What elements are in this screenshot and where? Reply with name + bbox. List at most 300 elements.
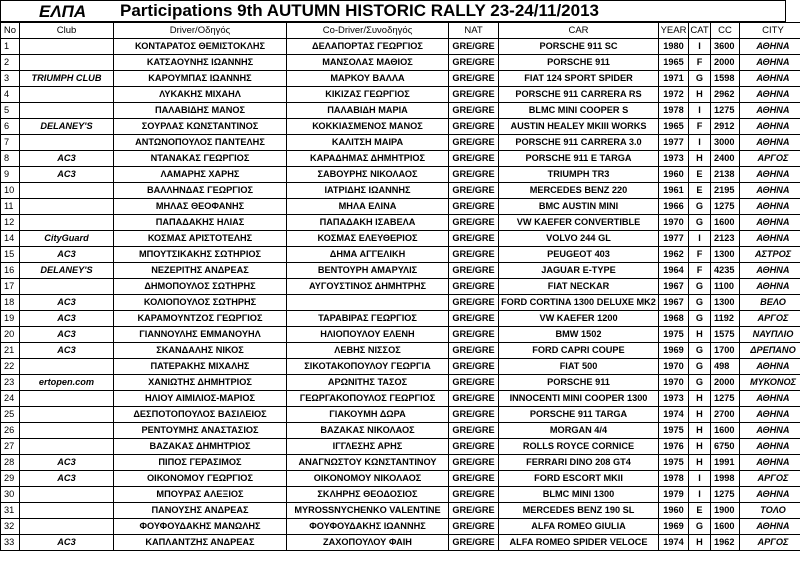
header-row <box>1 23 800 39</box>
table-row <box>1 103 800 119</box>
cell-club <box>20 135 114 151</box>
cell-cat: F <box>689 55 711 71</box>
cell-year: 1970 <box>659 359 689 375</box>
cell-cat: E <box>689 167 711 183</box>
cell-codriver: ΒΕΝΤΟΥΡΗ ΑΜΑΡΥΛΙΣ <box>287 263 449 279</box>
cell-no: 30 <box>1 487 20 503</box>
table-row <box>1 375 800 391</box>
cell-driver: ΚΑΡΑΜΟΥΝΤΖΟΣ ΓΕΩΡΓΙΟΣ <box>114 311 287 327</box>
cell-nat: GRE/GRE <box>449 455 499 471</box>
cell-car: VW KAEFER 1200 <box>499 311 659 327</box>
cell-nat: GRE/GRE <box>449 407 499 423</box>
cell-driver: ΜΠΟΥΡΑΣ ΑΛΕΞΙΟΣ <box>114 487 287 503</box>
cell-car: INNOCENTI MINI COOPER 1300 <box>499 391 659 407</box>
cell-car: PEUGEOT 403 <box>499 247 659 263</box>
cell-car: FERRARI DINO 208 GT4 <box>499 455 659 471</box>
cell-car: MERCEDES BENZ 190 SL <box>499 503 659 519</box>
cell-cc: 2138 <box>711 167 740 183</box>
cell-cat: E <box>689 503 711 519</box>
cell-cc: 1275 <box>711 103 740 119</box>
cell-city: ΑΡΓΟΣ <box>740 471 800 487</box>
cell-codriver: ΔΗΜΑ ΑΓΓΕΛΙΚΗ <box>287 247 449 263</box>
cell-cat: I <box>689 471 711 487</box>
cell-nat: GRE/GRE <box>449 71 499 87</box>
cell-codriver: ΑΝΑΓΝΩΣΤΟΥ ΚΩΝΣΤΑΝΤΙΝΟΥ <box>287 455 449 471</box>
cell-cc: 1991 <box>711 455 740 471</box>
cell-club <box>20 359 114 375</box>
cell-cc: 1962 <box>711 535 740 551</box>
table-row <box>1 455 800 471</box>
cell-club: AC3 <box>20 151 114 167</box>
cell-year: 1965 <box>659 55 689 71</box>
cell-no: 6 <box>1 119 20 135</box>
cell-driver: ΣΚΑΝΔΑΛΗΣ ΝΙΚΟΣ <box>114 343 287 359</box>
table-row <box>1 535 800 551</box>
cell-cc: 1275 <box>711 487 740 503</box>
cell-driver: ΡΕΝΤΟΥΜΗΣ ΑΝΑΣΤΑΣΙΟΣ <box>114 423 287 439</box>
table-row <box>1 423 800 439</box>
cell-no: 31 <box>1 503 20 519</box>
cell-cat: H <box>689 87 711 103</box>
cell-car: PORSCHE 911 CARRERA RS <box>499 87 659 103</box>
cell-year: 1967 <box>659 295 689 311</box>
cell-no: 1 <box>1 39 20 55</box>
col-city-header: CITY <box>740 23 800 39</box>
col-year-header: YEAR <box>659 23 689 39</box>
cell-city: ΝΑΥΠΛΙΟ <box>740 327 800 343</box>
cell-nat: GRE/GRE <box>449 215 499 231</box>
cell-driver: ΜΗΛΑΣ ΘΕΟΦΑΝΗΣ <box>114 199 287 215</box>
cell-year: 1973 <box>659 391 689 407</box>
cell-city: ΑΣΤΡΟΣ <box>740 247 800 263</box>
cell-cc: 2962 <box>711 87 740 103</box>
cell-year: 1960 <box>659 503 689 519</box>
cell-cc: 2700 <box>711 407 740 423</box>
cell-no: 11 <box>1 199 20 215</box>
cell-city: ΑΘΗΝΑ <box>740 423 800 439</box>
cell-cc: 3600 <box>711 39 740 55</box>
cell-no: 3 <box>1 71 20 87</box>
cell-nat: GRE/GRE <box>449 535 499 551</box>
table-row <box>1 263 800 279</box>
cell-year: 1960 <box>659 167 689 183</box>
cell-cc: 1598 <box>711 71 740 87</box>
cell-cat: E <box>689 183 711 199</box>
cell-driver: ΝΤΑΝΑΚΑΣ ΓΕΩΡΓΙΟΣ <box>114 151 287 167</box>
cell-club <box>20 215 114 231</box>
cell-car: JAGUAR E-TYPE <box>499 263 659 279</box>
cell-year: 1975 <box>659 455 689 471</box>
cell-city: ΑΘΗΝΑ <box>740 407 800 423</box>
cell-no: 29 <box>1 471 20 487</box>
cell-codriver: ΣΑΒΟΥΡΗΣ ΝΙΚΟΛΑΟΣ <box>287 167 449 183</box>
cell-year: 1966 <box>659 199 689 215</box>
cell-cat: I <box>689 231 711 247</box>
cell-codriver: ΜΗΛΑ ΕΛΙΝΑ <box>287 199 449 215</box>
cell-cc: 3000 <box>711 135 740 151</box>
cell-nat: GRE/GRE <box>449 359 499 375</box>
cell-nat: GRE/GRE <box>449 87 499 103</box>
cell-codriver: ΖΑΧΟΠΟΥΛΟΥ ΦΑΙΗ <box>287 535 449 551</box>
cell-codriver: ΚΙΚΙΖΑΣ ΓΕΩΡΓΙΟΣ <box>287 87 449 103</box>
cell-car: FORD CORTINA 1300 DELUXE MK2 <box>499 295 659 311</box>
cell-driver: ΒΑΖΑΚΑΣ ΔΗΜΗΤΡΙΟΣ <box>114 439 287 455</box>
cell-driver: ΚΑΡΟΥΜΠΑΣ ΙΩΑΝΝΗΣ <box>114 71 287 87</box>
cell-no: 26 <box>1 423 20 439</box>
cell-nat: GRE/GRE <box>449 183 499 199</box>
participants-table <box>0 22 800 551</box>
cell-city: ΑΘΗΝΑ <box>740 487 800 503</box>
cell-driver: ΛΥΚΑΚΗΣ ΜΙΧΑΗΛ <box>114 87 287 103</box>
cell-city: ΑΡΓΟΣ <box>740 311 800 327</box>
cell-cc: 6750 <box>711 439 740 455</box>
cell-year: 1975 <box>659 327 689 343</box>
cell-year: 1972 <box>659 87 689 103</box>
table-row <box>1 343 800 359</box>
cell-cat: F <box>689 247 711 263</box>
cell-codriver: ΚΑΛΙΤΣΗ ΜΑΙΡΑ <box>287 135 449 151</box>
cell-year: 1970 <box>659 215 689 231</box>
cell-driver: ΚΟΛΙΟΠΟΥΛΟΣ ΣΩΤΗΡΗΣ <box>114 295 287 311</box>
cell-driver: ΠΑΠΑΔΑΚΗΣ ΗΛΙΑΣ <box>114 215 287 231</box>
cell-driver: ΒΑΛΛΗΝΔΑΣ ΓΕΩΡΓΙΟΣ <box>114 183 287 199</box>
cell-codriver: MYROSSNYCHENKO VALENTINE <box>287 503 449 519</box>
cell-year: 1961 <box>659 183 689 199</box>
cell-club <box>20 279 114 295</box>
cell-nat: GRE/GRE <box>449 167 499 183</box>
cell-year: 1976 <box>659 439 689 455</box>
cell-car: PORSCHE 911 <box>499 375 659 391</box>
col-nat-header: NAT <box>449 23 499 39</box>
cell-city: ΑΘΗΝΑ <box>740 391 800 407</box>
cell-cat: H <box>689 327 711 343</box>
cell-cc: 1600 <box>711 215 740 231</box>
cell-year: 1975 <box>659 423 689 439</box>
cell-car: PORSCHE 911 TARGA <box>499 407 659 423</box>
cell-year: 1977 <box>659 135 689 151</box>
table-row <box>1 327 800 343</box>
cell-year: 1971 <box>659 71 689 87</box>
cell-no: 32 <box>1 519 20 535</box>
cell-car: VW KAEFER CONVERTIBLE <box>499 215 659 231</box>
cell-nat: GRE/GRE <box>449 487 499 503</box>
cell-no: 14 <box>1 231 20 247</box>
cell-car: ALFA ROMEO GIULIA <box>499 519 659 535</box>
cell-cat: G <box>689 215 711 231</box>
cell-nat: GRE/GRE <box>449 231 499 247</box>
cell-city: ΑΘΗΝΑ <box>740 135 800 151</box>
cell-nat: GRE/GRE <box>449 439 499 455</box>
cell-club <box>20 487 114 503</box>
cell-club: AC3 <box>20 247 114 263</box>
cell-cat: G <box>689 311 711 327</box>
cell-cc: 2195 <box>711 183 740 199</box>
cell-club <box>20 199 114 215</box>
cell-car: PORSCHE 911 <box>499 55 659 71</box>
cell-city: ΑΡΓΟΣ <box>740 535 800 551</box>
cell-car: BLMC MINI 1300 <box>499 487 659 503</box>
table-row <box>1 439 800 455</box>
page-title: Participations 9th AUTUMN HISTORIC RALLY 23-24/11/2013 <box>120 1 599 20</box>
cell-city: ΑΘΗΝΑ <box>740 439 800 455</box>
cell-year: 1977 <box>659 231 689 247</box>
cell-cat: H <box>689 439 711 455</box>
cell-nat: GRE/GRE <box>449 39 499 55</box>
cell-club: CityGuard <box>20 231 114 247</box>
cell-city: ΑΘΗΝΑ <box>740 199 800 215</box>
cell-car: PORSCHE 911 E TARGA <box>499 151 659 167</box>
cell-no: 23 <box>1 375 20 391</box>
cell-nat: GRE/GRE <box>449 55 499 71</box>
cell-driver: ΛΑΜΑΡΗΣ ΧΑΡΗΣ <box>114 167 287 183</box>
cell-driver: ΠΙΠΟΣ ΓΕΡΑΣΙΜΟΣ <box>114 455 287 471</box>
cell-codriver: ΠΑΛΑΒΙΔΗ ΜΑΡΙΑ <box>287 103 449 119</box>
cell-no: 22 <box>1 359 20 375</box>
cell-nat: GRE/GRE <box>449 375 499 391</box>
cell-car: MORGAN 4/4 <box>499 423 659 439</box>
cell-cat: F <box>689 119 711 135</box>
cell-nat: GRE/GRE <box>449 247 499 263</box>
table-row <box>1 215 800 231</box>
cell-club <box>20 391 114 407</box>
cell-car: AUSTIN HEALEY MKIII WORKS <box>499 119 659 135</box>
cell-cc: 1275 <box>711 391 740 407</box>
cell-club: DELANEY'S <box>20 119 114 135</box>
table-row <box>1 135 800 151</box>
cell-codriver: ΣΚΛΗΡΗΣ ΘΕΟΔΟΣΙΟΣ <box>287 487 449 503</box>
cell-year: 1974 <box>659 407 689 423</box>
cell-cc: 1300 <box>711 247 740 263</box>
cell-club: AC3 <box>20 471 114 487</box>
cell-driver: ΔΗΜΟΠΟΥΛΟΣ ΣΩΤΗΡΗΣ <box>114 279 287 295</box>
cell-driver: ΔΕΣΠΟΤΟΠΟΥΛΟΣ ΒΑΣΙΛΕΙΟΣ <box>114 407 287 423</box>
cell-club: AC3 <box>20 535 114 551</box>
cell-car: ALFA ROMEO SPIDER VELOCE <box>499 535 659 551</box>
cell-driver: ΑΝΤΩΝΟΠΟΥΛΟΣ ΠΑΝΤΕΛΗΣ <box>114 135 287 151</box>
cell-no: 21 <box>1 343 20 359</box>
cell-no: 28 <box>1 455 20 471</box>
table-row <box>1 487 800 503</box>
table-row <box>1 279 800 295</box>
table-row <box>1 519 800 535</box>
table-row <box>1 39 800 55</box>
cell-driver: ΓΙΑΝΝΟΥΛΗΣ ΕΜΜΑΝΟΥΗΛ <box>114 327 287 343</box>
cell-driver: ΠΑΤΕΡΑΚΗΣ ΜΙΧΑΛΗΣ <box>114 359 287 375</box>
cell-club: ertopen.com <box>20 375 114 391</box>
cell-city: ΑΘΗΝΑ <box>740 279 800 295</box>
cell-no: 2 <box>1 55 20 71</box>
cell-nat: GRE/GRE <box>449 327 499 343</box>
table-row <box>1 311 800 327</box>
cell-driver: ΣΟΥΡΛΑΣ ΚΩΝΣΤΑΝΤΙΝΟΣ <box>114 119 287 135</box>
cell-cat: H <box>689 407 711 423</box>
cell-cat: G <box>689 519 711 535</box>
cell-cc: 1100 <box>711 279 740 295</box>
cell-cc: 1900 <box>711 503 740 519</box>
table-row <box>1 471 800 487</box>
cell-year: 1974 <box>659 535 689 551</box>
cell-codriver: ΚΟΣΜΑΣ ΕΛΕΥΘΕΡΙΟΣ <box>287 231 449 247</box>
cell-no: 15 <box>1 247 20 263</box>
cell-club <box>20 407 114 423</box>
cell-cat: H <box>689 391 711 407</box>
cell-city: ΑΘΗΝΑ <box>740 103 800 119</box>
cell-nat: GRE/GRE <box>449 151 499 167</box>
cell-cc: 1192 <box>711 311 740 327</box>
cell-codriver: ΚΟΚΚΙΑΣΜΕΝΟΣ ΜΑΝΟΣ <box>287 119 449 135</box>
cell-club <box>20 87 114 103</box>
cell-driver: ΠΑΝΟΥΣΗΣ ΑΝΔΡΕΑΣ <box>114 503 287 519</box>
cell-city: ΜΥΚΟΝΟΣ <box>740 375 800 391</box>
cell-city: ΑΘΗΝΑ <box>740 119 800 135</box>
table-row <box>1 71 800 87</box>
cell-club: AC3 <box>20 455 114 471</box>
cell-cc: 4235 <box>711 263 740 279</box>
cell-cat: I <box>689 39 711 55</box>
cell-city: ΑΘΗΝΑ <box>740 263 800 279</box>
cell-codriver: ΟΙΚΟΝΟΜΟΥ ΝΙΚΟΛΑΟΣ <box>287 471 449 487</box>
cell-club: DELANEY'S <box>20 263 114 279</box>
cell-codriver: ΓΕΩΡΓΑΚΟΠΟΥΛΟΣ ΓΕΩΡΓΙΟΣ <box>287 391 449 407</box>
cell-cat: G <box>689 375 711 391</box>
cell-car: FORD CAPRI COUPE <box>499 343 659 359</box>
cell-driver: ΚΟΝΤΑΡΑΤΟΣ ΘΕΜΙΣΤΟΚΛΗΣ <box>114 39 287 55</box>
cell-car: FIAT NECKAR <box>499 279 659 295</box>
cell-club <box>20 39 114 55</box>
cell-cc: 2000 <box>711 375 740 391</box>
col-driver-header: Driver/Οδηγός <box>114 23 287 39</box>
cell-club <box>20 423 114 439</box>
cell-club <box>20 55 114 71</box>
cell-year: 1979 <box>659 487 689 503</box>
cell-no: 19 <box>1 311 20 327</box>
cell-club <box>20 503 114 519</box>
cell-driver: ΚΟΣΜΑΣ ΑΡΙΣΤΟΤΕΛΗΣ <box>114 231 287 247</box>
cell-codriver: ΔΕΛΑΠΟΡΤΑΣ ΓΕΩΡΓΙΟΣ <box>287 39 449 55</box>
cell-club <box>20 183 114 199</box>
cell-nat: GRE/GRE <box>449 119 499 135</box>
cell-car: VOLVO 244 GL <box>499 231 659 247</box>
cell-codriver: ΜΑΝΣΟΛΑΣ ΜΑΘΙΟΣ <box>287 55 449 71</box>
cell-codriver: ΛΕΒΗΣ ΝΙΣΣΟΣ <box>287 343 449 359</box>
cell-nat: GRE/GRE <box>449 263 499 279</box>
cell-city: ΑΘΗΝΑ <box>740 519 800 535</box>
cell-no: 33 <box>1 535 20 551</box>
cell-driver: ΚΑΤΣΑΟΥΝΗΣ ΙΩΑΝΝΗΣ <box>114 55 287 71</box>
cell-codriver: ΤΑΡΑΒΙΡΑΣ ΓΕΩΡΓΙΟΣ <box>287 311 449 327</box>
cell-city: ΔΡΕΠΑΝΟ <box>740 343 800 359</box>
table-row <box>1 391 800 407</box>
cell-nat: GRE/GRE <box>449 519 499 535</box>
cell-club: TRIUMPH CLUB <box>20 71 114 87</box>
cell-cc: 2400 <box>711 151 740 167</box>
cell-no: 18 <box>1 295 20 311</box>
cell-codriver: ΙΓΓΛΕΣΗΣ ΑΡΗΣ <box>287 439 449 455</box>
cell-codriver: ΗΛΙΟΠΟΥΛΟΥ ΕΛΕΝΗ <box>287 327 449 343</box>
cell-driver: ΦΟΥΦΟΥΔΑΚΗΣ ΜΑΝΩΛΗΣ <box>114 519 287 535</box>
cell-cat: I <box>689 487 711 503</box>
cell-car: TRIUMPH TR3 <box>499 167 659 183</box>
cell-city: ΑΘΗΝΑ <box>740 55 800 71</box>
cell-codriver: ΜΑΡΚΟΥ ΒΑΛΛΑ <box>287 71 449 87</box>
cell-car: BMC AUSTIN MINI <box>499 199 659 215</box>
cell-codriver: ΦΟΥΦΟΥΔΑΚΗΣ ΙΩΑΝΝΗΣ <box>287 519 449 535</box>
table-row <box>1 87 800 103</box>
cell-cat: H <box>689 455 711 471</box>
cell-cc: 2000 <box>711 55 740 71</box>
cell-no: 20 <box>1 327 20 343</box>
cell-cc: 1700 <box>711 343 740 359</box>
cell-driver: ΟΙΚΟΝΟΜΟΥ ΓΕΩΡΓΙΟΣ <box>114 471 287 487</box>
cell-driver: ΜΠΟΥΤΣΙΚΑΚΗΣ ΣΩΤΗΡΙΟΣ <box>114 247 287 263</box>
cell-cc: 2123 <box>711 231 740 247</box>
cell-nat: GRE/GRE <box>449 423 499 439</box>
cell-car: FIAT 500 <box>499 359 659 375</box>
cell-cat: I <box>689 103 711 119</box>
cell-nat: GRE/GRE <box>449 343 499 359</box>
organizer-logo: ΕΛΠΑ <box>39 2 87 21</box>
cell-no: 9 <box>1 167 20 183</box>
cell-driver: ΠΑΛΑΒΙΔΗΣ ΜΑΝΟΣ <box>114 103 287 119</box>
cell-city: ΤΟΛΟ <box>740 503 800 519</box>
cell-codriver: ΚΑΡΑΔΗΜΑΣ ΔΗΜΗΤΡΙΟΣ <box>287 151 449 167</box>
cell-no: 5 <box>1 103 20 119</box>
table-row <box>1 199 800 215</box>
cell-club <box>20 103 114 119</box>
col-club-header: Club <box>20 23 114 39</box>
cell-no: 10 <box>1 183 20 199</box>
cell-club <box>20 519 114 535</box>
cell-cc: 2912 <box>711 119 740 135</box>
cell-city: ΑΘΗΝΑ <box>740 231 800 247</box>
title-bar <box>0 0 786 22</box>
cell-driver: ΗΛΙΟΥ ΑΙΜΙΛΙΟΣ-ΜΑΡΙΟΣ <box>114 391 287 407</box>
cell-no: 25 <box>1 407 20 423</box>
col-cat-header: CAT <box>689 23 711 39</box>
table-row <box>1 231 800 247</box>
cell-club: AC3 <box>20 167 114 183</box>
cell-city: ΑΘΗΝΑ <box>740 39 800 55</box>
cell-no: 27 <box>1 439 20 455</box>
cell-cat: G <box>689 295 711 311</box>
cell-cat: I <box>689 135 711 151</box>
cell-nat: GRE/GRE <box>449 471 499 487</box>
cell-no: 8 <box>1 151 20 167</box>
cell-no: 24 <box>1 391 20 407</box>
cell-cc: 1600 <box>711 423 740 439</box>
cell-year: 1980 <box>659 39 689 55</box>
table-row <box>1 359 800 375</box>
cell-cc: 1275 <box>711 199 740 215</box>
cell-driver: ΚΑΠΛΑΝΤΖΗΣ ΑΝΔΡΕΑΣ <box>114 535 287 551</box>
cell-year: 1967 <box>659 279 689 295</box>
cell-no: 7 <box>1 135 20 151</box>
cell-cc: 1998 <box>711 471 740 487</box>
cell-year: 1973 <box>659 151 689 167</box>
cell-no: 16 <box>1 263 20 279</box>
cell-codriver: ΠΑΠΑΔΑΚΗ ΙΣΑΒΕΛΑ <box>287 215 449 231</box>
cell-car: PORSCHE 911 CARRERA 3.0 <box>499 135 659 151</box>
cell-codriver: ΙΑΤΡΙΔΗΣ ΙΩΑΝΝΗΣ <box>287 183 449 199</box>
cell-car: FORD ESCORT MKII <box>499 471 659 487</box>
cell-codriver: ΑΥΓΟΥΣΤΙΝΟΣ ΔΗΜΗΤΡΗΣ <box>287 279 449 295</box>
col-no-header: No <box>1 23 20 39</box>
table-body <box>1 39 800 551</box>
cell-codriver: ΒΑΖΑΚΑΣ ΝΙΚΟΛΑΟΣ <box>287 423 449 439</box>
cell-year: 1969 <box>659 343 689 359</box>
col-cc-header: CC <box>711 23 740 39</box>
cell-cc: 1600 <box>711 519 740 535</box>
